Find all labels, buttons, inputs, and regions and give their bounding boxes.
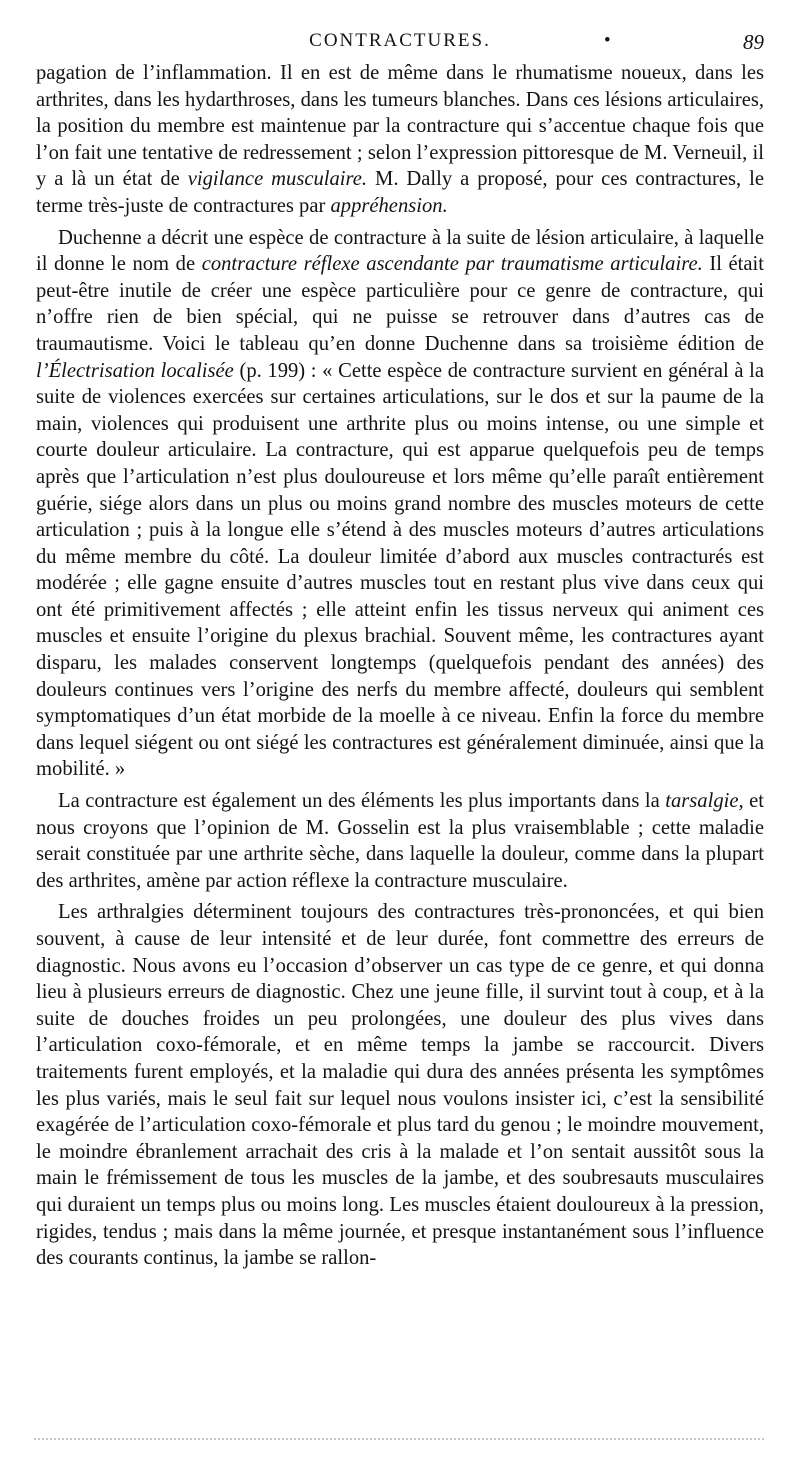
text-run: et nous croyons que l’opinion de M. Gosselin est la plus vraisemblable ; cette maladie serait constituée par une arthrite sèche, dans laquelle la douleur, comme dans la plupart des arthrites, amène par action réflexe la contracture musculaire. <box>36 790 765 892</box>
italic-text: tarsalgie, <box>665 790 744 813</box>
italic-text: l’Électrisation localisée <box>36 359 234 382</box>
paragraph <box>36 899 764 1271</box>
running-head <box>36 30 764 56</box>
italic-text: vigilance musculaire. <box>187 168 368 191</box>
text-run: Il était peut-être inutile de créer une espèce particulière pour ce genre de contracture, qui n’offre rien de bien spécial, qui ne puisse se retrouver dans d’autres cas de traumautisme. Voici le tableau qu’en donne Duchenne dans sa troisième édition de <box>36 253 764 355</box>
text-run: Duchenne a décrit une espèce de contracture à la suite de lésion articulaire, à laquelle il donne le nom de <box>36 226 764 276</box>
paragraph <box>36 225 764 783</box>
text-run: (p. 199) : « Cette espèce de contracture survient en général à la suite de violences exercées sur certaines articulations, sur le dos et sur la paume de la main, violences qui produisent une arthrite plus ou moins intense, ou une simple et courte douleur articulaire. La contracture, qui est apparue quelquefois peu de temps après que l’articulation n’est plus douloureuse et lors même qu’elle paraît entièrement guérie, siége alors dans un plus ou moins grand nombre des muscles moteurs de cette articulation ; puis à la longue elle s’étend à des muscles moteurs d’autres articulations du même membre du côté. La douleur limitée d’abord aux muscles contracturés est modérée ; elle gagne ensuite d’autres muscles tout en restant plus vive dans ceux qui ont été primitivement affectés ; elle atteint enfin les tissus nerveux qui animent ces muscles et ensuite l’origine du plexus brachial. Souvent même, les contractures ayant disparu, les malades conservent longtemps (quelquefois pendant des années) des douleurs continues vers l’origine des nerfs du membre affecté, douleurs qui semblent symptomatiques d’un état morbide de la moelle à ce niveau. Enfin la force du membre dans lequel siégent ou ont siégé les contractures est généralement diminuée, ainsi que la mobilité. » <box>36 359 765 781</box>
text-run: M. Dally a proposé, pour ces contractures, le terme très-juste de contractures par <box>36 168 764 217</box>
printer-mark: • <box>604 30 611 51</box>
text-run: Les arthralgies déterminent toujours des contractures très-prononcées, et qui bien souvent, à cause de leur intensité et de leur durée, font commettre des erreurs de diagnostic. Nous avons eu l’occasion d’observer un cas type de ce genre, et qui donna lieu à plusieurs erreurs de diagnostic. Chez une jeune fille, il survint tout à coup, et à la suite de douches froides un peu prolongées, une douleur des plus vives dans l’articulation coxo-fémorale, et en même temps la jambe se raccourcit. Divers traitements furent employés, et la maladie qui dura des années présenta les symptômes les plus variés, mais le seul fait sur lequel nous voulons insister ici, c’est la sensibilité exagérée de l’articulation coxo-fémorale et plus tard du genou ; le moindre mouvement, le moindre ébranlement arrachait des cris à la malade et l’on sentait aussitôt sous la main le frémissement de tous les muscles de la jambe, et des soubresauts musculaires qui duraient un temps plus ou moins long. Les muscles étaient douloureux à la pression, rigides, tendus ; mais dans la même journée, et presque instantanément sous l’influence des courants continus, la jambe se rallon- <box>36 901 764 1270</box>
text-run: La contracture est également un des éléments les plus importants dans la <box>58 790 666 813</box>
text-run: pagation de l’inflammation. Il en est de même dans le rhumatisme noueux, dans les arthrites, dans les hydarthroses, dans les tumeurs blanches. Dans ces lésions articulaires, la position du membre est maintenue par la contracture qui s’accentue chaque fois que l’on fait une tentative de redressement ; selon l’expression pittoresque de M. Verneuil, il y a là un état de <box>36 62 764 191</box>
page-number: 89 <box>743 30 764 54</box>
chapter-title: CONTRACTURES. <box>309 30 491 51</box>
body-text <box>36 60 764 1272</box>
paragraph <box>36 60 764 220</box>
paragraph <box>36 788 764 894</box>
italic-text: contracture réflexe ascendante par traumatisme articulaire. <box>201 253 703 276</box>
italic-text: appréhension. <box>330 194 448 217</box>
bottom-rule <box>34 1438 764 1443</box>
